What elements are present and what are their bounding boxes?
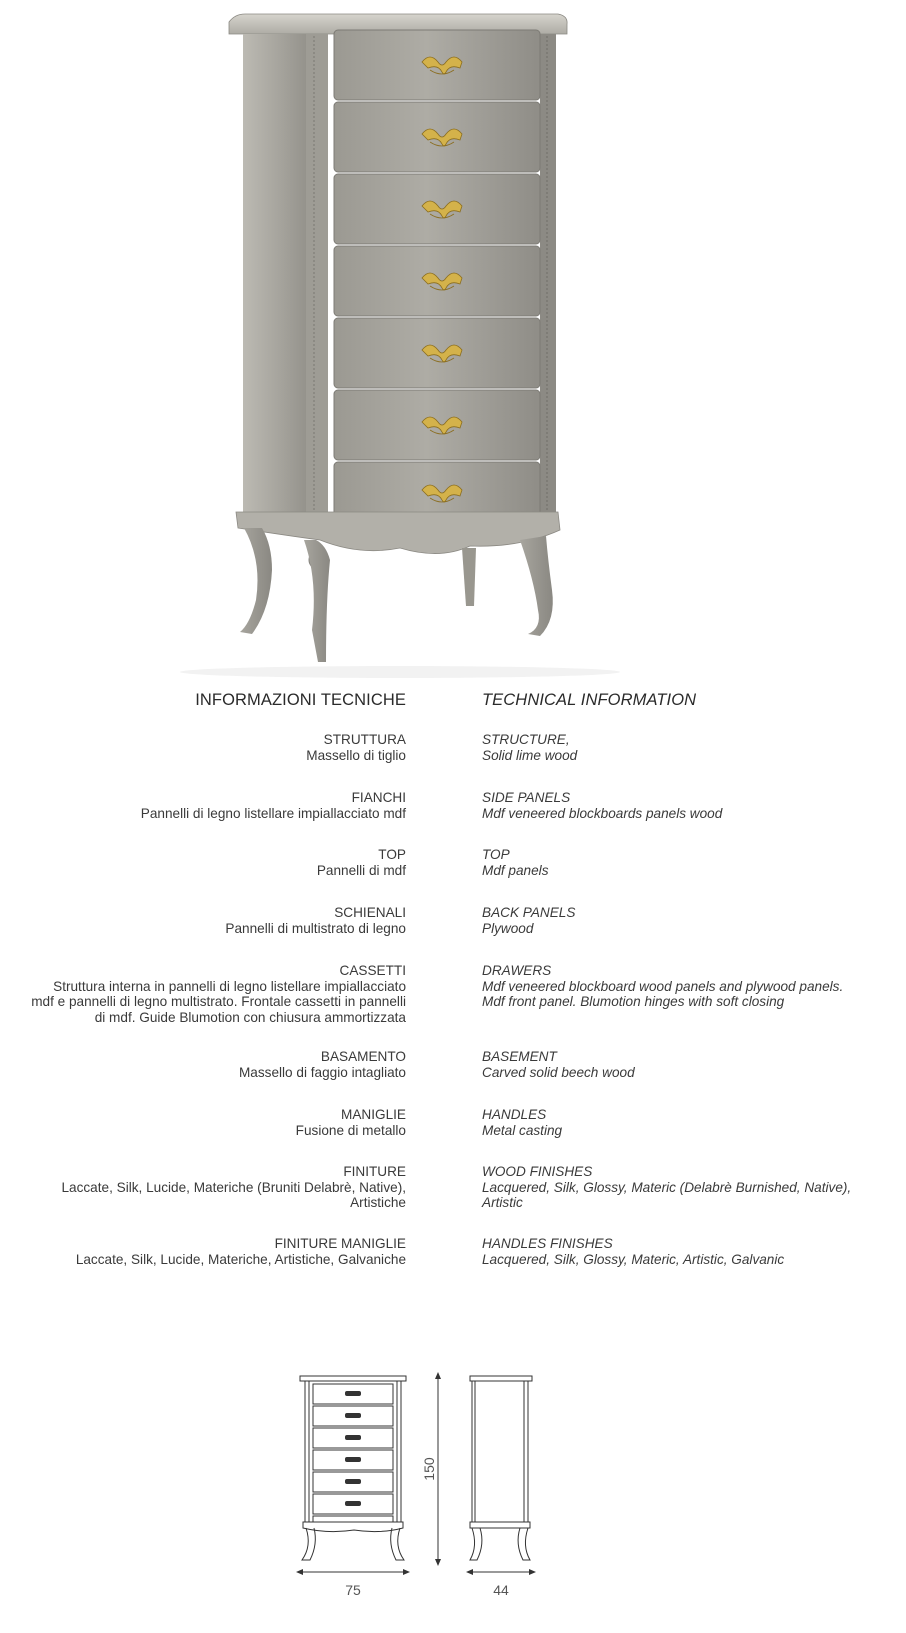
leg-front-center (304, 540, 330, 662)
dimension-width: 75 (345, 1582, 361, 1598)
spec-line: Lacquered, Silk, Glossy, Materic (Delabrè Burnished, Native), (482, 1179, 852, 1195)
spec-line: Struttura interna in pannelli di legno listellare impiallacciato (53, 978, 406, 994)
leg-front-right (520, 536, 553, 636)
spec-title: TOP (482, 847, 510, 862)
spec-handles-it (0, 1107, 406, 1138)
spec-title: SCHIENALI (334, 905, 406, 920)
dimension-height: 150 (421, 1457, 437, 1481)
spec-finishes-en (482, 1164, 902, 1211)
spec-line: Pannelli di mdf (316, 862, 406, 878)
spec-drawers-it (0, 963, 406, 1025)
header-en: TECHNICAL INFORMATION (482, 691, 697, 709)
spec-back-panels-en (482, 905, 902, 936)
spec-line: Laccate, Silk, Lucide, Materiche (Bruniti Delabrè, Native), (61, 1179, 406, 1195)
spec-title: FIANCHI (351, 790, 406, 805)
header-it: INFORMAZIONI TECNICHE (195, 691, 406, 709)
spec-side-panels-it (0, 790, 406, 821)
spec-line: Mdf front panel. Blumotion hinges with soft closing (482, 994, 785, 1009)
spec-line: Massello di faggio intagliato (238, 1064, 406, 1080)
cabinet-side (243, 34, 316, 528)
spec-title: FINITURE (343, 1164, 406, 1179)
spec-drawers-en (482, 963, 902, 1010)
spec-title: WOOD FINISHES (482, 1164, 593, 1179)
spec-line: Massello di tiglio (306, 747, 406, 763)
spec-top-en (482, 847, 902, 878)
spec-title: STRUCTURE, (482, 732, 570, 747)
leg-front-left (240, 528, 272, 634)
spec-title: DRAWERS (482, 963, 552, 978)
spec-line: Pannelli di multistrato di legno (225, 920, 406, 936)
cabinet-pilaster-left (306, 34, 328, 528)
spec-title: FINITURE MANIGLIE (274, 1236, 406, 1251)
spec-handles-en (482, 1107, 902, 1138)
spec-line: mdf e pannelli di legno multistrato. Frontale cassetti in pannelli (31, 994, 406, 1009)
spec-title: CASSETTI (339, 963, 406, 978)
spec-title: BASEMENT (482, 1049, 557, 1064)
cabinet-pilaster-right (540, 34, 556, 528)
spec-basement-en (482, 1049, 902, 1080)
spec-line: Mdf veneered blockboard wood panels and plywood panels. (482, 978, 844, 994)
spec-line: Pannelli di legno listellare impiallacciato mdf (140, 805, 406, 821)
spec-line: Fusione di metallo (295, 1122, 406, 1138)
spec-title: STRUTTURA (323, 732, 406, 747)
spec-title: HANDLES FINISHES (482, 1236, 613, 1251)
spec-back-panels-it (0, 905, 406, 936)
spec-line: Mdf veneered blockboards panels wood (482, 805, 723, 821)
spec-line: Artistic (482, 1195, 523, 1210)
spec-line: Artistiche (350, 1195, 406, 1210)
spec-line: Laccate, Silk, Lucide, Materiche, Artistiche, Galvaniche (75, 1251, 406, 1267)
dimension-depth: 44 (493, 1582, 509, 1598)
cabinet-base (236, 512, 560, 554)
spec-line: Carved solid beech wood (482, 1064, 635, 1080)
spec-title: MANIGLIE (341, 1107, 406, 1122)
spec-line: Solid lime wood (482, 747, 578, 763)
spec-title: SIDE PANELS (482, 790, 571, 805)
spec-top-it (0, 847, 406, 878)
spec-line: Mdf panels (482, 862, 549, 878)
spec-title: HANDLES (482, 1107, 547, 1122)
spec-basement-it (0, 1049, 406, 1080)
spec-title: BACK PANELS (482, 905, 576, 920)
spec-structure-en (482, 732, 902, 763)
spec-handle-finishes-it (0, 1236, 406, 1267)
leg-back (462, 548, 476, 606)
spec-line: Lacquered, Silk, Glossy, Materic, Artistic, Galvanic (482, 1251, 785, 1267)
spec-title: BASAMENTO (320, 1049, 406, 1064)
spec-title: TOP (378, 847, 406, 862)
front-view (300, 1376, 406, 1560)
spec-finishes-it (0, 1164, 406, 1211)
spec-handle-finishes-en (482, 1236, 902, 1267)
spec-line: di mdf. Guide Blumotion con chiusura ammortizzata (94, 1009, 406, 1025)
spec-line: Metal casting (482, 1122, 563, 1138)
dimension-drawing (0, 1355, 906, 1633)
product-photo (0, 0, 906, 715)
side-view (470, 1376, 532, 1560)
spec-line: Plywood (482, 920, 534, 936)
spec-structure-it (0, 732, 406, 763)
spec-side-panels-en (482, 790, 902, 821)
